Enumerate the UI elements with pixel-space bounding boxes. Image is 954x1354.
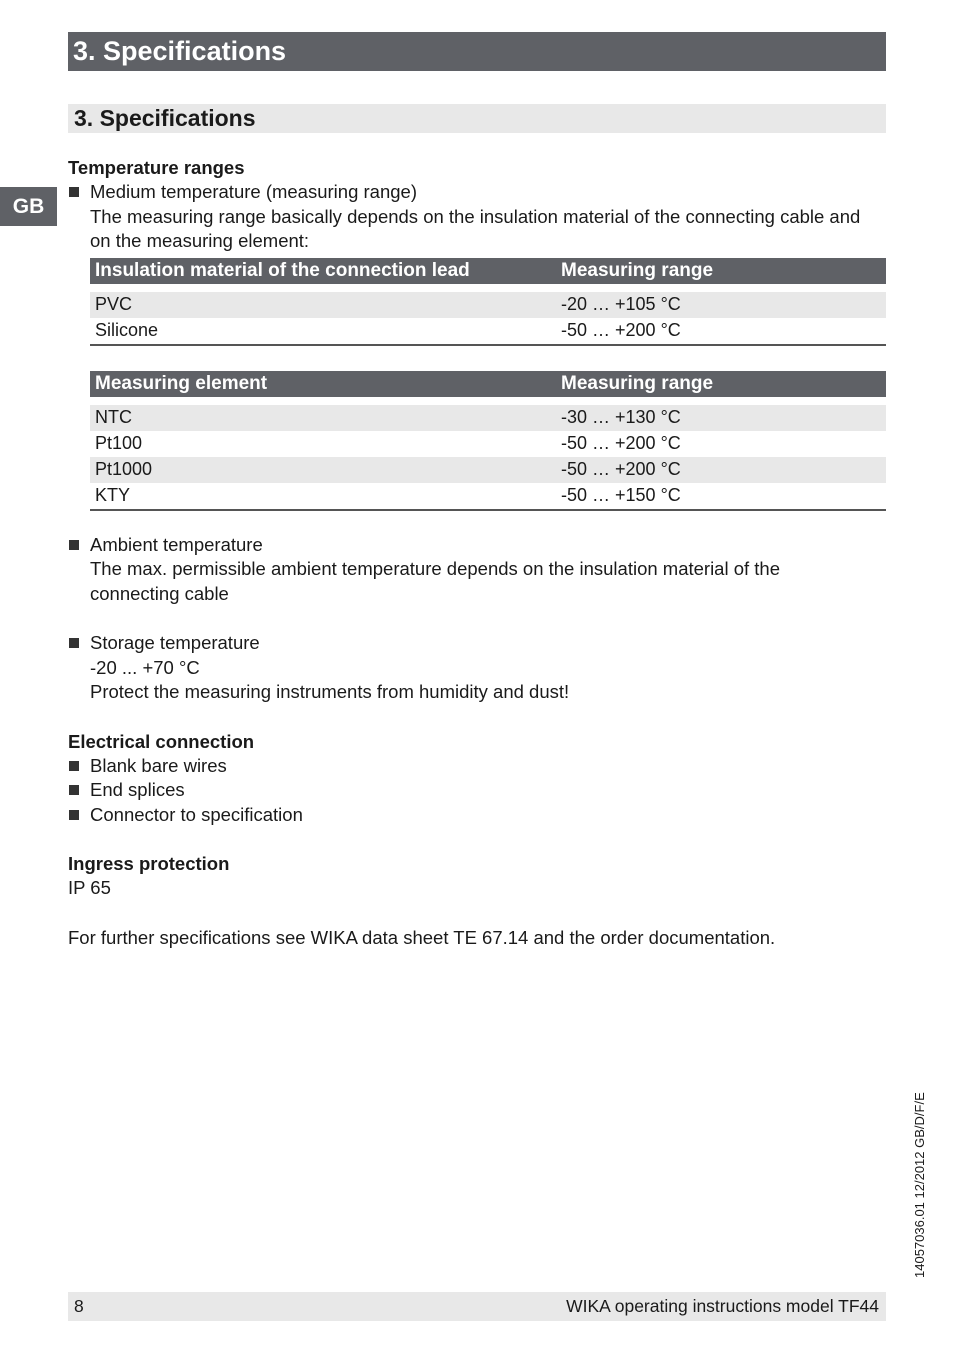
ingress-protection-value: IP 65 bbox=[68, 877, 111, 898]
table-cell: -30 … +130 °C bbox=[556, 405, 886, 431]
table-cell: -50 … +150 °C bbox=[556, 483, 886, 510]
table-row bbox=[90, 405, 886, 431]
ambient-temperature-desc-2: connecting cable bbox=[90, 582, 229, 604]
electrical-item-label: Blank bare wires bbox=[90, 754, 227, 776]
table-cell: -50 … +200 °C bbox=[556, 318, 886, 345]
list-item-ambient-temperature bbox=[68, 533, 886, 558]
temperature-ranges-heading: Temperature ranges bbox=[68, 157, 245, 178]
electrical-item-label: Connector to specification bbox=[90, 803, 303, 825]
storage-temperature-range: -20 ... +70 °C bbox=[90, 656, 200, 678]
page-number: 8 bbox=[74, 1296, 84, 1316]
ambient-temperature-label: Ambient temperature bbox=[90, 533, 263, 555]
further-specifications-note: For further specifications see WIKA data sheet TE 67.14 and the order documentation. bbox=[68, 926, 776, 948]
medium-temperature-label: Medium temperature (measuring range) bbox=[90, 181, 417, 202]
section-title-bar bbox=[68, 104, 886, 133]
list-item bbox=[68, 778, 886, 803]
table-row bbox=[90, 431, 886, 457]
language-tab-label: GB bbox=[12, 195, 45, 218]
table-header-range: Measuring range bbox=[556, 258, 886, 284]
square-bullet-icon bbox=[69, 187, 79, 197]
document-code: 14057036.01 12/2012 GB/D/F/E bbox=[912, 1092, 927, 1278]
square-bullet-icon bbox=[69, 540, 79, 550]
footer-title: WIKA operating instructions model TF44 bbox=[566, 1296, 879, 1316]
electrical-item-label: End splices bbox=[90, 779, 185, 800]
table-cell: Pt100 bbox=[95, 433, 143, 453]
table-cell: NTC bbox=[90, 405, 556, 431]
table-cell: PVC bbox=[90, 292, 556, 318]
ingress-protection-heading: Ingress protection bbox=[68, 853, 230, 874]
ambient-temperature-desc-1: The max. permissible ambient temperature depends on the insulation material of the bbox=[90, 558, 781, 579]
table-row bbox=[90, 483, 886, 510]
table-row bbox=[90, 292, 886, 318]
square-bullet-icon bbox=[69, 638, 79, 648]
storage-temperature-label: Storage temperature bbox=[90, 632, 260, 653]
storage-temperature-note: Protect the measuring instruments from humidity and dust! bbox=[90, 681, 570, 702]
list-item-medium-temperature bbox=[68, 180, 886, 205]
table-header-row bbox=[90, 258, 886, 284]
medium-temperature-desc-2: on the measuring element: bbox=[90, 230, 310, 251]
chapter-title: 3. Specifications bbox=[73, 36, 287, 66]
table-row bbox=[90, 318, 886, 345]
list-item bbox=[68, 754, 886, 779]
table-cell: -20 … +105 °C bbox=[556, 292, 886, 318]
page-footer bbox=[68, 1292, 886, 1321]
chapter-title-bar bbox=[68, 32, 886, 71]
table-cell: KTY bbox=[90, 483, 556, 510]
table-cell: -50 … +200 °C bbox=[556, 457, 886, 483]
measuring-element-table bbox=[90, 371, 886, 511]
square-bullet-icon bbox=[69, 810, 79, 820]
square-bullet-icon bbox=[69, 785, 79, 795]
table-header-insulation: Insulation material of the connection lead bbox=[90, 258, 556, 284]
table-cell: Silicone bbox=[90, 318, 556, 345]
language-tab bbox=[0, 187, 57, 226]
square-bullet-icon bbox=[69, 761, 79, 771]
electrical-connection-heading: Electrical connection bbox=[68, 730, 255, 752]
insulation-table bbox=[90, 258, 886, 346]
table-cell: Pt1000 bbox=[90, 457, 556, 483]
table-header-element: Measuring element bbox=[90, 371, 556, 397]
medium-temperature-desc-1: The measuring range basically depends on the insulation material of the connecting cable and bbox=[90, 205, 861, 227]
table-cell: -50 … +200 °C bbox=[561, 433, 681, 453]
table-header-row bbox=[90, 371, 886, 397]
page-content bbox=[68, 156, 886, 950]
list-item bbox=[68, 803, 886, 828]
list-item-storage-temperature bbox=[68, 631, 886, 656]
table-header-range: Measuring range bbox=[556, 371, 886, 397]
table-row bbox=[90, 457, 886, 483]
section-title: 3. Specifications bbox=[74, 105, 256, 131]
